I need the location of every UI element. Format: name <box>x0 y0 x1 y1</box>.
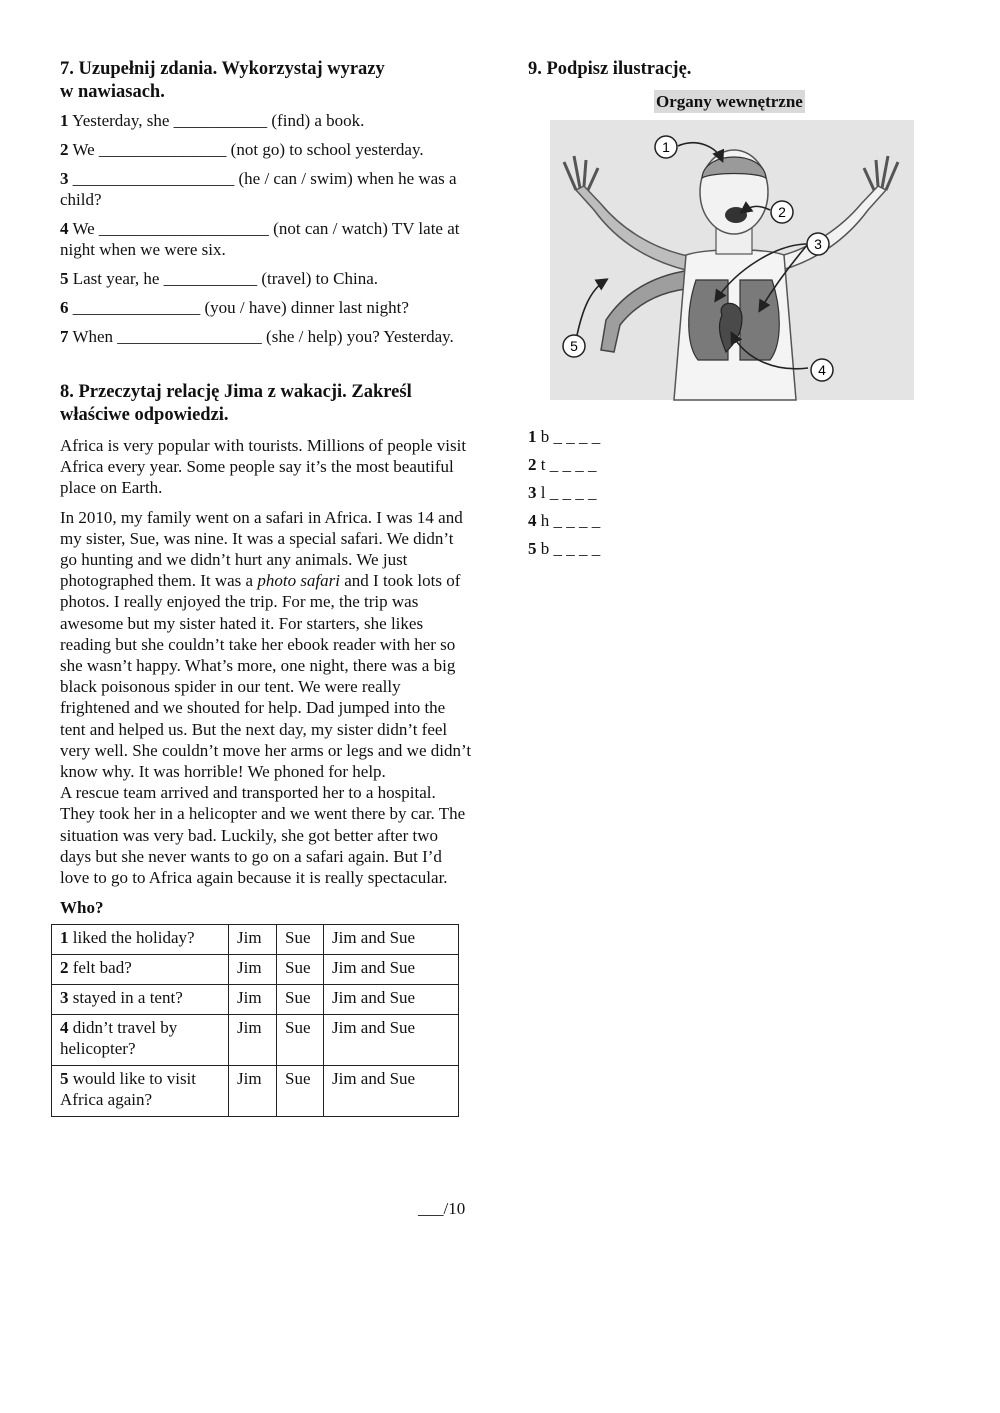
label-answer-1[interactable]: 1 b _ _ _ _ <box>528 427 601 446</box>
callout-3 <box>807 233 829 255</box>
callout-1 <box>655 136 677 158</box>
option-sue[interactable]: Sue <box>277 985 324 1015</box>
option-sue[interactable]: Sue <box>277 1015 324 1066</box>
option-jim[interactable]: Jim <box>229 1015 277 1066</box>
svg-text:1: 1 <box>662 139 670 155</box>
who-heading: Who? <box>60 898 104 918</box>
label-answer-5[interactable]: 5 b _ _ _ _ <box>528 539 601 558</box>
option-sue[interactable]: Sue <box>277 1066 324 1117</box>
svg-text:4: 4 <box>818 362 826 378</box>
option-jim[interactable]: Jim <box>229 925 277 955</box>
table-row: 3 stayed in a tent? Jim Sue Jim and Sue <box>52 985 459 1015</box>
option-sue[interactable]: Sue <box>277 925 324 955</box>
label-answers <box>528 426 600 566</box>
left-column <box>60 58 472 1117</box>
option-sue[interactable]: Sue <box>277 955 324 985</box>
option-both[interactable]: Jim and Sue <box>324 1066 459 1117</box>
sentence-item: 7 When _________________ (she / help) you? Yesterday. <box>60 327 454 346</box>
callout-5 <box>563 335 585 357</box>
option-jim[interactable]: Jim <box>229 955 277 985</box>
exercise-7-title: 7. Uzupełnij zdania. Wykorzystaj wyrazy w nawiasach. <box>60 59 385 102</box>
exercise-8-title: 8. Przeczytaj relację Jima z wakacji. Zakreśl właściwe odpowiedzi. <box>60 382 412 425</box>
svg-text:2: 2 <box>778 204 786 220</box>
score-box[interactable]: ___/10 <box>418 1199 466 1218</box>
sentence-item: 6 _______________ (you / have) dinner last night? <box>60 298 409 317</box>
table-row: 4 didn’t travel by helicopter? Jim Sue Jim and Sue <box>52 1015 459 1066</box>
svg-text:5: 5 <box>570 338 578 354</box>
option-both[interactable]: Jim and Sue <box>324 955 459 985</box>
label-answer-3[interactable]: 3 l _ _ _ _ <box>528 483 597 502</box>
callout-4 <box>811 359 833 381</box>
anatomy-illustration <box>546 120 920 405</box>
label-answer-4[interactable]: 4 h _ _ _ _ <box>528 511 601 530</box>
illustration-subtitle: Organy wewnętrzne <box>656 92 803 111</box>
option-jim[interactable]: Jim <box>229 985 277 1015</box>
exercise-7 <box>60 58 472 347</box>
exercise-9-title: 9. Podpisz ilustrację. <box>528 59 692 79</box>
reading-paragraph: In 2010, my family went on a safari in Africa. I was 14 and my sister, Sue, was nine. It was a special safari. We didn’t go hunting and we didn’t hurt any animals. We just photographed them. It was a photo safari and I took lots of photos. I really enjoyed the trip. For me, the trip was awesome but my sister hated it. For starters, she likes reading but she couldn’t take her ebook reader with her so she wasn’t happy. What’s more, one night, there was a big black poisonous spider in our tent. We were really frightened and we shouted for help. Dad jumped into the tent and helped us. But the next day, my sister didn’t feel very well. She couldn’t move her arms or legs and we didn’t know why. It was horrible! We phoned for help. <box>60 507 472 782</box>
answer-table <box>51 924 459 1117</box>
sentence-item: 4 We ____________________ (not can / watch) TV late at night when we were six. <box>60 219 460 259</box>
option-both[interactable]: Jim and Sue <box>324 925 459 955</box>
right-column <box>528 58 948 558</box>
reading-paragraph: A rescue team arrived and transported her to a hospital. They took her in a helicopter and we went there by car. The situation was very bad. Luckily, she got better after two days but she never wants to go on a safari again. But I’d love to go to Africa again because it is really spectacular. <box>60 783 466 888</box>
reading-paragraph: Africa is very popular with tourists. Millions of people visit Africa every year. Some people say it’s the most beautiful place on Earth. <box>60 436 467 498</box>
svg-text:3: 3 <box>814 236 822 252</box>
sentence-item: 3 ___________________ (he / can / swim) when he was a child? <box>60 169 457 209</box>
exercise-8 <box>60 381 472 1117</box>
option-jim[interactable]: Jim <box>229 1066 277 1117</box>
table-row: 1 liked the holiday? Jim Sue Jim and Sue <box>52 925 459 955</box>
table-row: 5 would like to visit Africa again? Jim Sue Jim and Sue <box>52 1066 459 1117</box>
sentence-item: 5 Last year, he ___________ (travel) to China. <box>60 269 378 288</box>
sentence-item: 2 We _______________ (not go) to school yesterday. <box>60 140 424 159</box>
sentence-item: 1 Yesterday, she ___________ (find) a book. <box>60 111 365 130</box>
label-answer-2[interactable]: 2 t _ _ _ _ <box>528 455 597 474</box>
option-both[interactable]: Jim and Sue <box>324 1015 459 1066</box>
option-both[interactable]: Jim and Sue <box>324 985 459 1015</box>
table-row: 2 felt bad? Jim Sue Jim and Sue <box>52 955 459 985</box>
callout-2 <box>771 201 793 223</box>
